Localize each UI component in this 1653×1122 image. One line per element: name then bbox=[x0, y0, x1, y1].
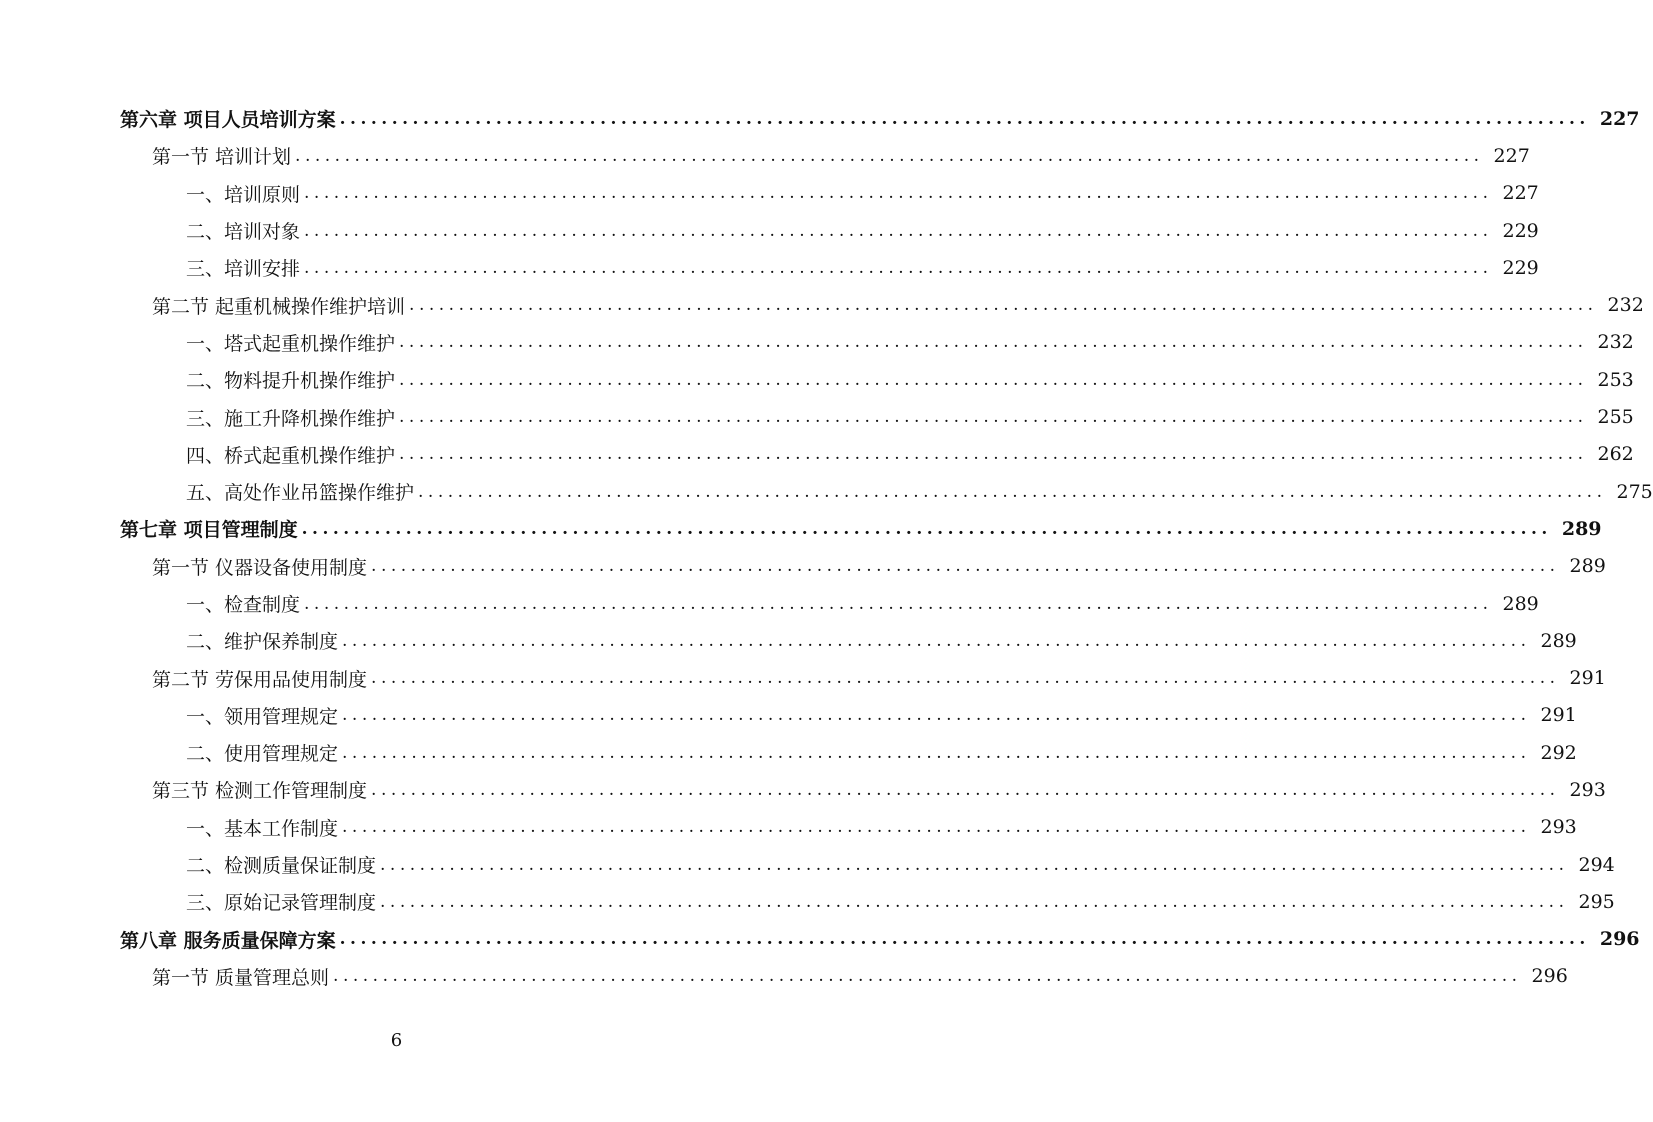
toc-entry-title: 二、检测质量保证制度 bbox=[186, 855, 377, 878]
toc-subsection-entry[interactable] bbox=[0, 249, 1539, 286]
page-number: 6 bbox=[390, 1030, 403, 1051]
toc-entry-title: 一、基本工作制度 bbox=[186, 817, 339, 840]
toc-dot-leader: ........................................................................................................................ bbox=[339, 929, 1590, 950]
toc-entry-page: 294 bbox=[1578, 853, 1615, 876]
toc-entry-title: 四、桥式起重机操作维护 bbox=[186, 444, 396, 467]
toc-entry-title: 第一节 培训计划 bbox=[152, 146, 292, 169]
toc-entry-title: 一、塔式起重机操作维护 bbox=[186, 332, 396, 355]
toc-entry-title: 第一节 仪器设备使用制度 bbox=[152, 556, 368, 579]
toc-entry-title: 一、培训原则 bbox=[186, 183, 301, 206]
toc-entry-page: 275 bbox=[1616, 480, 1653, 503]
toc-entry-title: 第七章 项目管理制度 bbox=[120, 519, 298, 542]
toc-section-entry[interactable] bbox=[0, 659, 1606, 696]
toc-entry-page: 229 bbox=[1502, 256, 1539, 279]
toc-dot-leader: ........................................................................................................................ bbox=[399, 407, 1588, 428]
toc-entry-page: 255 bbox=[1597, 406, 1634, 429]
toc-subsection-entry[interactable] bbox=[0, 398, 1634, 435]
toc-subsection-entry[interactable] bbox=[0, 883, 1615, 920]
toc-subsection-entry[interactable] bbox=[0, 809, 1577, 846]
toc-dot-leader: ........................................................................................................................ bbox=[304, 257, 1493, 278]
toc-entry-title: 第八章 服务质量保障方案 bbox=[120, 929, 336, 952]
toc-entry-page: 293 bbox=[1540, 816, 1577, 839]
toc-entry-title: 三、培训安排 bbox=[186, 258, 301, 281]
toc-dot-leader: ........................................................................................................................ bbox=[371, 779, 1560, 800]
toc-subsection-entry[interactable] bbox=[0, 585, 1539, 622]
toc-subsection-entry[interactable] bbox=[0, 361, 1634, 398]
toc-subsection-entry[interactable] bbox=[0, 734, 1577, 771]
toc-entry-title: 三、原始记录管理制度 bbox=[186, 892, 377, 915]
toc-subsection-entry[interactable] bbox=[0, 436, 1634, 473]
toc-subsection-entry[interactable] bbox=[0, 473, 1653, 510]
toc-dot-leader: ........................................................................................................................ bbox=[333, 966, 1522, 987]
toc-dot-leader: ........................................................................................................................ bbox=[304, 220, 1493, 241]
toc-entry-title: 三、施工升降机操作维护 bbox=[186, 407, 396, 430]
toc-dot-leader: ........................................................................................................................ bbox=[418, 481, 1607, 502]
toc-entry-title: 一、领用管理规定 bbox=[186, 705, 339, 728]
toc-entry-page: 296 bbox=[1531, 965, 1568, 988]
toc-dot-leader: ........................................................................................................................ bbox=[380, 854, 1569, 875]
toc-chapter-entry[interactable] bbox=[0, 100, 1640, 137]
toc-entry-page: 291 bbox=[1569, 667, 1606, 690]
toc-entry-page: 291 bbox=[1540, 704, 1577, 727]
toc-dot-leader: ........................................................................................................................ bbox=[342, 742, 1531, 763]
toc-section-entry[interactable] bbox=[0, 286, 1644, 323]
toc-entry-page: 296 bbox=[1599, 928, 1640, 951]
toc-entry-page: 292 bbox=[1540, 741, 1577, 764]
toc-dot-leader: ........................................................................................................................ bbox=[301, 518, 1552, 539]
toc-entry-page: 227 bbox=[1502, 182, 1539, 205]
toc-entry-page: 289 bbox=[1561, 517, 1602, 540]
toc-dot-leader: ........................................................................................................................ bbox=[409, 295, 1598, 316]
toc-dot-leader: ........................................................................................................................ bbox=[339, 108, 1590, 129]
toc-dot-leader: ........................................................................................................................ bbox=[399, 444, 1588, 465]
toc-entry-page: 289 bbox=[1540, 629, 1577, 652]
toc-subsection-entry[interactable] bbox=[0, 846, 1615, 883]
toc-entry-title: 二、使用管理规定 bbox=[186, 743, 339, 766]
toc-chapter-entry[interactable] bbox=[0, 921, 1640, 958]
toc-entry-title: 一、检查制度 bbox=[186, 594, 301, 616]
toc-dot-leader: ........................................................................................................................ bbox=[295, 145, 1484, 166]
toc-entry-page: 229 bbox=[1502, 219, 1539, 242]
toc-dot-leader: ........................................................................................................................ bbox=[371, 668, 1560, 689]
toc-entry-title: 二、物料提升机操作维护 bbox=[186, 370, 396, 393]
toc-dot-leader: ........................................................................................................................ bbox=[304, 183, 1493, 204]
toc-entry-title: 第二节 劳保用品使用制度 bbox=[152, 668, 368, 691]
toc-dot-leader: ........................................................................................................................ bbox=[304, 593, 1493, 614]
toc-section-entry[interactable] bbox=[0, 771, 1606, 808]
toc-chapter-entry[interactable] bbox=[0, 510, 1602, 547]
toc-subsection-entry[interactable] bbox=[0, 324, 1634, 361]
toc-entry-page: 227 bbox=[1599, 107, 1640, 130]
toc-entry-title: 五、高处作业吊篮操作维护 bbox=[186, 482, 415, 505]
toc-entry-page: 295 bbox=[1578, 890, 1615, 913]
toc-entry-title: 第六章 项目人员培训方案 bbox=[120, 109, 336, 132]
toc-dot-leader: ........................................................................................................................ bbox=[399, 332, 1588, 353]
toc-entry-page: 253 bbox=[1597, 368, 1634, 391]
table-of-contents bbox=[0, 100, 1653, 995]
toc-subsection-entry[interactable] bbox=[0, 175, 1539, 212]
toc-dot-leader: ........................................................................................................................ bbox=[342, 817, 1531, 838]
toc-entry-page: 262 bbox=[1597, 443, 1634, 466]
toc-section-entry[interactable] bbox=[0, 137, 1530, 174]
toc-dot-leader: ........................................................................................................................ bbox=[380, 891, 1569, 912]
toc-entry-title: 二、维护保养制度 bbox=[186, 631, 339, 654]
toc-dot-leader: ........................................................................................................................ bbox=[342, 705, 1531, 726]
toc-subsection-entry[interactable] bbox=[0, 622, 1577, 659]
toc-dot-leader: ........................................................................................................................ bbox=[342, 630, 1531, 651]
toc-entry-title: 二、培训对象 bbox=[186, 221, 301, 244]
toc-entry-page: 232 bbox=[1597, 331, 1634, 354]
toc-section-entry[interactable] bbox=[0, 958, 1568, 995]
toc-entry-page: 227 bbox=[1493, 144, 1530, 167]
toc-entry-title: 第二节 起重机械操作维护培训 bbox=[152, 295, 406, 318]
toc-section-entry[interactable] bbox=[0, 548, 1606, 585]
toc-entry-page: 232 bbox=[1607, 294, 1644, 317]
toc-subsection-entry[interactable] bbox=[0, 697, 1577, 734]
toc-entry-title: 第一节 质量管理总则 bbox=[152, 966, 330, 989]
toc-entry-page: 289 bbox=[1569, 555, 1606, 578]
toc-subsection-entry[interactable] bbox=[0, 212, 1539, 249]
toc-entry-title: 第三节 检测工作管理制度 bbox=[152, 780, 368, 803]
toc-entry-page: 289 bbox=[1502, 592, 1539, 615]
toc-entry-page: 293 bbox=[1569, 778, 1606, 801]
toc-dot-leader: ........................................................................................................................ bbox=[371, 556, 1560, 577]
toc-dot-leader: ........................................................................................................................ bbox=[399, 369, 1588, 390]
